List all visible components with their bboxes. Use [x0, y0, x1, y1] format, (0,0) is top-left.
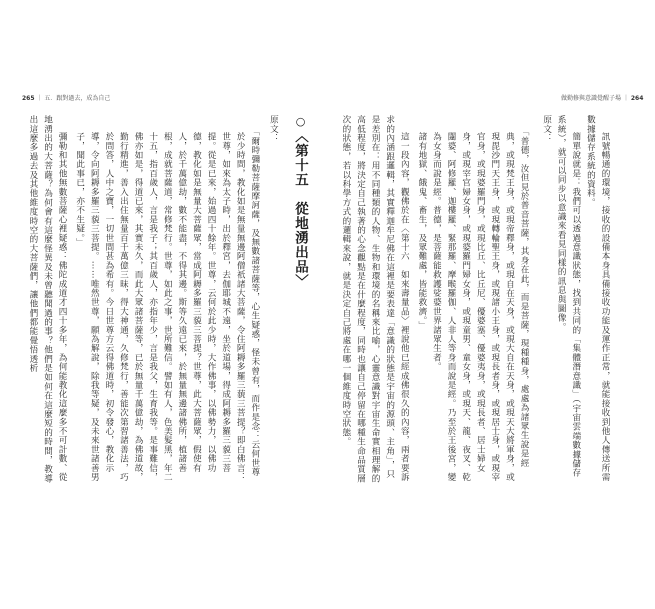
source-label: 原文：	[268, 115, 279, 143]
section-title	[292, 115, 307, 485]
left-page-running-title: 五．跟對過去，成為自己	[44, 95, 111, 102]
right-page-number: 264	[630, 95, 644, 102]
quote-paragraph: 諸有地獄、餓鬼、畜生，及眾難處，皆能救濟。」	[416, 132, 427, 331]
right-page-header	[561, 93, 643, 102]
scripture-quote	[72, 115, 262, 485]
analysis-paragraph: 這一段內容，觀佛於在〈第十六 如來壽量品〉裡說他已經成佛很久的內容，兩者要訴求的內涵跟邏輯，其實釋迦牟尼佛在這裡是要表達「意識的狀態是宇宙的源頭、主角」，只是差別在：用不同種類的人物、生物和環境的名稱來比喻，心靈意識對宇宙生命實相理解的高低程度，將決定自己執著的心念觀點是在什麼程度，同時也讓自己停留在哪種生命品質層次的狀態，若以科學方式的邏輯來說，就是決定自己將處在哪一個維度時空狀態。	[340, 115, 410, 483]
left-page-header	[22, 93, 110, 102]
intro-paragraph: 訊號暢通的環境，接收的設備本身具備接收功能及運作正常，就能接收到他人傳送所需數據儲存系統的資料。	[585, 115, 610, 482]
quote-paragraph: 「爾時彌勒菩薩摩訶薩，及無數諸菩薩等，心生疑惑，怪未曾有，而作是念：云何世尊於少時間，教化如是無量無邊阿僧祇諸大菩薩，令住阿耨多羅三藐三菩提？即白佛言：世尊，如來為太子時，出於釋宮，去伽耶城不遠，坐於道場，得成阿耨多羅三藐三菩提。從是已來，始過四十餘年。世尊，云何於此少時，大作佛事，以佛勢力，以佛功德，教化如是無量大菩薩眾，當成阿耨多羅三藐三菩提？世尊，此大菩薩眾，假使有人，於千萬億劫，數不能盡，不得其邊。斯等久遠已來，於無量無邊諸佛所，植諸善根，成就菩薩道，常修梵行。世尊，如此之事，世所難信。譬如有人，色美髮黑，年二十五，指百歲人，言是我子；其百歲人，亦指年少，言是我父，生育我等。是事難信，佛亦如是，得道已來，其實未久，而此大眾諸菩薩等，已於無量千萬億劫，為佛道故，勤行精進，善入出住無量百千萬億三昧，得大神通，久修梵行，善能次第習諸善法，巧於問答，人中之寶，一切世間甚為希有。今日世尊方云得佛道時，初令發心，教化示導，令向阿耨多羅三藐三菩提。……唯然世尊，願為解說，除我等疑，及未來世諸善男子，聞此事已，亦不生疑。」	[74, 127, 260, 482]
header-separator: ｜	[36, 95, 43, 102]
intro-paragraph: 簡單說就是：我們可以透過意識狀態，找到共同的「集體潛意識」（宇宙雲端數據儲存系統），就可以同步以意識來看見同樣的訊息與圖像。	[556, 115, 581, 478]
right-page-running-title: 做勤修與意識覺醒子場	[561, 95, 622, 102]
analysis-paragraph: 彌勒和其他無數菩薩心裡疑惑：佛陀成道才四十多年，為何能教化這麼多不可計數、從地湧出的大菩薩？為何會有這麼怪異及未曾聽聞過的事？他們是如何在這麼短的時間，教導出這麼多過去及其他維度時空的大菩薩們，讓他們都能覺悟透析	[27, 115, 68, 483]
scripture-quote	[414, 115, 531, 485]
quote-paragraph: 「普德，汝但見於普音菩薩，其身在此，而是菩薩，現種種身，處處為諸眾生說是經典，或現梵王身，或現帝釋身，或現自在天身，或現大自在天身，或現天大將軍身，或現毘沙門天王身，或現轉輪聖王身，或現諸小王身，或現長者身，或現居士身，或現宰官身，或現婆羅門身，或現比丘、比丘尼、優婆塞、優婆夷身，或現長者、居士婦女身，或現宰官婦女身，或現婆羅門婦女身，或現童男、童女身，或現天、龍、夜叉、乾闥婆、阿修羅、迦樓羅、緊那羅、摩睺羅伽、人非人等身而說是經。乃至於王後宮，變為女身而說是經。普德，是菩薩能救護娑婆世界諸眾生者。	[431, 127, 530, 482]
header-separator: ｜	[622, 95, 629, 102]
section-title-text: 〈第十五 從地湧出品〉	[292, 129, 308, 289]
source-label: 原文：	[541, 115, 552, 143]
left-page-body	[27, 115, 308, 485]
left-page-number: 265	[22, 95, 35, 102]
right-page-body	[340, 115, 612, 485]
section-mark-icon: ○	[294, 115, 307, 129]
